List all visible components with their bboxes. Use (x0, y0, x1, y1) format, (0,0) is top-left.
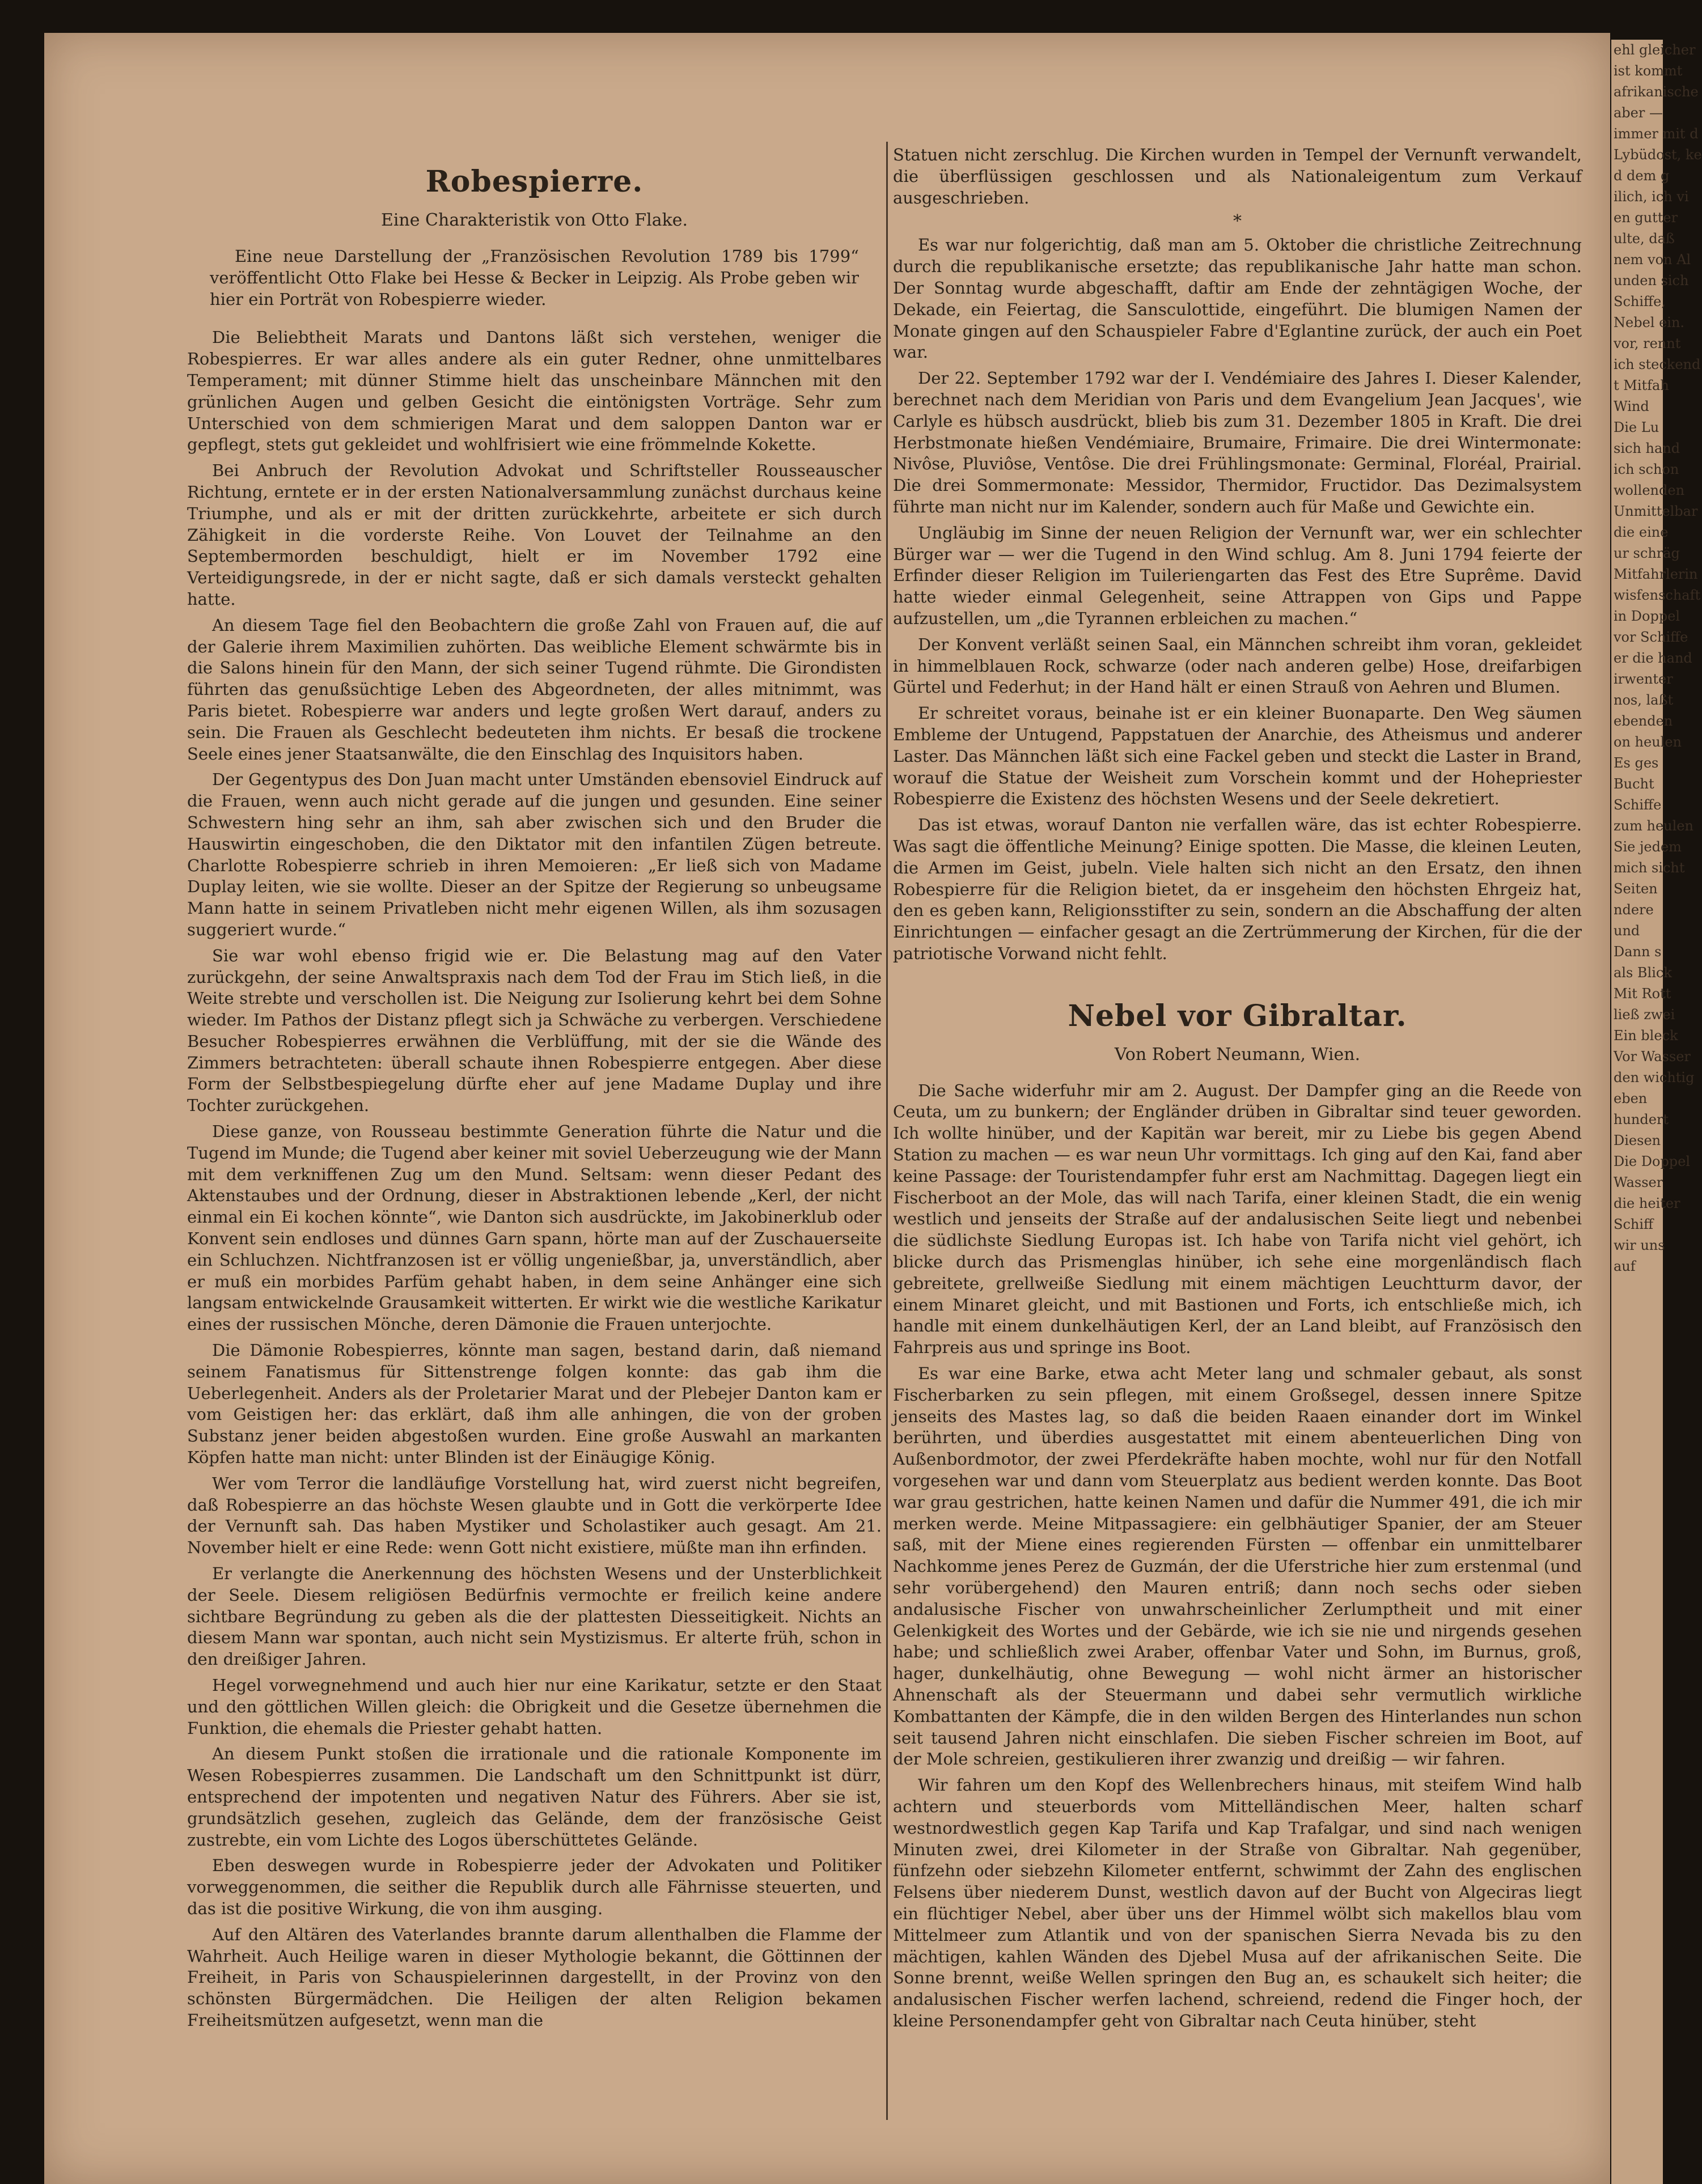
paragraph: An diesem Tage fiel den Beobachtern die große Zahl von Frauen auf, die auf der Galerie ihrem Maximilien zuhörten. Das weibliche Element schwärmte bis in die Salons hinein für den Mann, der sich seiner Tugend rühmte. Die Girondisten führten das genußsüchtige Leben des Abgeordneten, der alles mitnimmt, was Paris bietet. Robespierre war anders und legte großen Wert darauf, anders zu sein. Die Frauen als Geschlecht bedeuteten ihm nichts. Er besaß die trockene Seele eines jener Staatsanwälte, die den Einschlag des Inquisitors haben. (187, 615, 882, 764)
paragraph: Hegel vorwegnehmend und auch hier nur eine Karikatur, setzte er den Staat und den göttlichen Willen gleich: die Obrigkeit und die Gesetze übernehmen die Funktion, die ehemals die Priester gehabt hatten. (187, 1676, 882, 1738)
paragraph: Er schreitet voraus, beinahe ist er ein kleiner Buonaparte. Den Weg säumen Embleme der Untugend, Pappstatuen der Anarchie, des Atheismus und anderer Laster. Das Männchen läßt sich eine Fackel geben und steckt die Laster in Brand, worauf die Statue der Weisheit zum Vorschein kommt und der Hohepriester Robespierre die Existenz des höchsten Wesens und der Seele dekretiert. (893, 703, 1582, 809)
edge-text-fragment: ndere (1614, 902, 1654, 918)
edge-text-fragment: in Doppel (1614, 608, 1680, 624)
intro-paragraph: Eine neue Darstellung der „Französischen Revolution 1789 bis 1799“ veröffentlicht Otto Flake bei Hesse & Becker in Leipzig. Als Probe geben wir hier ein Porträt von Robespierre wieder. (210, 247, 859, 309)
edge-text-fragment: irwenter (1614, 671, 1673, 687)
edge-text-fragment: Seiten (1614, 881, 1658, 897)
article-subtitle: Eine Charakteristik von Otto Flake. (380, 210, 688, 230)
edge-text-fragment: wisfenschaft (1614, 587, 1701, 603)
edge-text-fragment: en gutter (1614, 210, 1678, 226)
article-title-robespierre: Robespierre. (425, 164, 643, 199)
article-title-gibraltar: Nebel vor Gibraltar. (1068, 998, 1407, 1033)
edge-text-fragment: Vor Wasser (1614, 1049, 1691, 1065)
paragraph: Der 22. September 1792 war der I. Vendémiaire des Jahres I. Dieser Kalender, berechnet nach dem Meridian von Paris und dem Evangelium Jean Jacques', wie Carlyle es hübsch ausdrückt, blieb bis zum 31. Dezember 1805 in Kraft. Die drei Herbstmonate hießen Vendémiaire, Brumaire, Frimaire. Die drei Wintermonate: Nivôse, Pluviôse, Ventôse. Die drei Frühlingsmonate: Germinal, Floréal, Prairial. Die drei Sommermonate: Messidor, Thermidor, Fructidor. Das Dezimalsystem führte man nicht nur im Kalender, sondern auch für Maße und Gewichte ein. (893, 368, 1582, 516)
column-rule (886, 142, 888, 2120)
edge-text-fragment: mich sicht (1614, 860, 1685, 876)
edge-text-fragment: Dann s (1614, 944, 1662, 960)
paragraph: Die Beliebtheit Marats und Dantons läßt sich verstehen, weniger die Robespierres. Er war alles andere als ein guter Redner, ohne unmittelbares Temperament; mit dünner Stimme hielt das unscheinbare Männchen mit den grünlichen Augen und gelben Gesicht die eintönigsten Vorträge. Sehr zum Unterschied von dem schmierigen Marat und dem saloppen Danton war er gepflegt, stets gut gekleidet und wohlfrisiert wie eine frömmelnde Kokette. (187, 328, 882, 455)
edge-text-fragment: afrikanische (1614, 84, 1699, 100)
article-byline: Von Robert Neumann, Wien. (1114, 1044, 1361, 1065)
edge-text-fragment: ließ zwei (1614, 1007, 1675, 1023)
edge-text-fragment: Lybüdost, ke (1614, 147, 1702, 163)
edge-text-fragment: die eine (1614, 524, 1669, 540)
edge-text-fragment: er die hand (1614, 650, 1692, 666)
edge-text-fragment: nem von Al (1614, 252, 1691, 268)
adjacent-page-edge (1611, 40, 1702, 2184)
edge-text-fragment: ulte, daß (1614, 231, 1675, 247)
edge-text-fragment: Nebel ein. (1614, 315, 1685, 330)
edge-text-fragment: aber — (1614, 105, 1663, 121)
edge-text-fragment: sich hand (1614, 440, 1680, 456)
paragraph: Bei Anbruch der Revolution Advokat und Schriftsteller Rousseauscher Richtung, erntete er in der ersten Nationalversammlung zunächst durchaus keine Triumphe, und als er mit der dritten zurückkehrte, arbeitete er sich durch Zähigkeit in die vorderste Reihe. Von Louvet der Teilnahme an den Septembermorden beschuldigt, hielt er im November 1792 eine Verteidigungsrede, in der er nicht sagte, daß er sich damals versteckt gehalten hatte. (187, 461, 882, 609)
edge-text-fragment: Bucht (1614, 776, 1654, 792)
paragraph: Er verlangte die Anerkennung des höchsten Wesens und der Unsterblichkeit der Seele. Diesem religiösen Bedürfnis vermochte er freilich keine andere sichtbare Begründung zu geben als die der plattesten Diesseitigkeit. Nichts an diesem Mann war spontan, auch nicht sein Mystizismus. Er alterte früh, schon in den dreißiger Jahren. (187, 1564, 882, 1669)
paragraph: Der Konvent verläßt seinen Saal, ein Männchen schreibt ihm voran, gekleidet in himmelblauen Rock, schwarze (oder nach anderen gelbe) Hose, dreifarbigen Gürtel und Federhut; in der Hand hält er einen Strauß von Aehren und Blumen. (893, 634, 1582, 697)
edge-text-fragment: eben (1614, 1091, 1648, 1106)
section-separator: * (1233, 211, 1242, 232)
article-intro (210, 246, 859, 310)
edge-text-fragment: wollenden (1614, 482, 1685, 498)
edge-text-fragment: Ein bleck (1614, 1028, 1678, 1044)
edge-text-fragment: Unmittelbar (1614, 503, 1698, 519)
edge-text-fragment: ich schon (1614, 461, 1679, 477)
paragraph: Es war nur folgerichtig, daß man am 5. Oktober die christliche Zeitrechnung durch die republikanische ersetzte; das republikanische Jahr hatte man schon. Der Sonntag wurde abgeschafft, daftir am Ende der zehntägigen Woche, der Dekade, ein Feiertag, die Sansculottide, eingeführt. Die blumigen Namen der Monate gingen auf den Schauspieler Fabre d'Eglantine zurück, der auch ein Poet war. (893, 235, 1582, 362)
edge-text-fragment: unden sich (1614, 273, 1689, 289)
left-column (187, 147, 882, 2036)
edge-text-fragment: Sie jedem (1614, 839, 1682, 855)
edge-text-fragment: Schiffe, (1614, 294, 1666, 309)
edge-text-fragment: ehl gleicher (1614, 42, 1696, 58)
paragraph: Auf den Altären des Vaterlandes brannte darum allenthalben die Flamme der Wahrheit. Auch Heilige waren in dieser Mythologie bekannt, die Göttinnen der Freiheit, in Paris von Schauspielerinnen dargestellt, in der Provinz von den schönsten Bürgermädchen. Die Heiligen der alten Religion bekamen Freiheitsmützen aufgesetzt, wenn man die (187, 1924, 882, 2030)
edge-text-fragment: ebenden (1614, 713, 1673, 729)
edge-text-fragment: Schiff (1614, 1216, 1654, 1232)
paragraph: Es war eine Barke, etwa acht Meter lang und schmaler gebaut, als sonst Fischerbarken zu sein pflegen, mit einem Großsegel, dessen innere Spitze jenseits des Mastes lag, so daß die beiden Raaen einander dort im Winkel berührten, und überdies ausgestattet mit einem abenteuerlichen Ding von Außenbordmotor, der zwei Pferdekräfte haben mochte, wohl nur für den Notfall vorgesehen war und dann vom Steuerplatz aus bedient werden konnte. Das Boot war grau gestrichen, hatte keinen Namen und dafür die Nummer 491, die ich mir merken werde. Meine Mitpassagiere: ein gelbhäutiger Spanier, der am Steuer saß, mit der Miene eines regierenden Fürsten — offenbar ein unmittelbarer Nachkomme jenes Perez de Guzmán, der die Uferstriche hier zum erstenmal (und sehr vorübergehend) den Mauren entriß; dann noch sechs oder sieben andalusische Fischer von unwahrscheinlicher Zerlumptheit und mit einer Gelenkigkeit des Wortes und der Gebärde, wie ich sie nie und nirgends gesehen habe; und schließlich zwei Araber, offenbar Vater und Sohn, im Burnus, groß, hager, dunkelhäutig, ohne Bewegung — wohl nicht ärmer an historischer Ahnenschaft als der Steuermann und dabei sehr vermutlich wirkliche Kombattanten der Kämpfe, die in den wilden Bergen des Hinterlandes nun schon seit tausend Jahren nicht einschlafen. Die sieben Fischer schreien im Boot, auf der Mole schreien, gestikulieren ihrer zwanzig und dreißig — wir fahren. (893, 1364, 1582, 1769)
edge-text-fragment: als Blick (1614, 965, 1672, 981)
paragraph: Der Gegentypus des Don Juan macht unter Umständen ebensoviel Eindruck auf die Frauen, wenn auch nicht gerade auf die jungen und gesunden. Eine seiner Schwestern hing sehr an ihm, sah aber zwischen sich und den Bruder die Hauswirtin eingeschoben, die den Diktator mit den infantilen Zügen betreute. Charlotte Robespierre schrieb in ihren Memoieren: „Er ließ sich von Madame Duplay leiten, wie sie wollte. Dieser an der Spitze der Regierung so unbeugsame Mann hatte in seinem Privatleben nicht mehr eigenen Willen, als ihm sozusagen suggeriert wurde.“ (187, 770, 882, 939)
paragraph: Diese ganze, von Rousseau bestimmte Generation führte die Natur und die Tugend im Munde; die Tugend aber keiner mit soviel Ueberzeugung wie der Mann mit dem verkniffenen Zug um den Mund. Seltsam: wenn dieser Pedant des Aktenstaubes und der Ordnung, dieser in Abstraktionen lebende „Kerl, der nicht einmal ein Ei kochen könnte“, wie Danton sich ausdrückte, im Jakobinerklub oder Konvent sein endloses und dünnes Garn spann, hörte man auf der Zuschauerseite ein Schluchzen. Nichtfranzosen ist er völlig ungenießbar, ja, unverständlich, aber er muß ein morbides Parfüm gehabt haben, in dem seine Anhänger eine sich langsam entwickelnde Grausamkeit witterten. Er wirkt wie die westliche Karikatur eines der russischen Mönche, deren Dämonie die Frauen unterjochte. (187, 1122, 882, 1334)
paragraph: Statuen nicht zerschlug. Die Kirchen wurden in Tempel der Vernunft verwandelt, die überflüssigen geschlossen und als Nationaleigentum zum Verkauf ausgeschrieben. (893, 145, 1582, 207)
paragraph: Ungläubig im Sinne der neuen Religion der Vernunft war, wer ein schlechter Bürger war — wer die Tugend in den Wind schlug. Am 8. Juni 1794 feierte der Erfinder dieser Religion im Tuileriengarten das Fest des Etre Suprême. David hatte wieder einmal Gelegenheit, seine Attrappen von Gips und Pappe aufzustellen, um „die Tyrannen erbleichen zu machen.“ (893, 523, 1582, 628)
edge-text-fragment: Es ges (1614, 755, 1659, 771)
edge-text-fragment: d dem g (1614, 168, 1670, 184)
edge-text-fragment: Die Doppel (1614, 1154, 1691, 1169)
paragraph: An diesem Punkt stoßen die irrationale und die rationale Komponente im Wesen Robespierres zusammen. Die Landschaft um den Schnittpunkt ist dürr, entsprechend der impotenten und negativen Natur des Führers. Aber sie ist, grundsätzlich gesehen, zugleich das Gelände, dem der französische Geist zustrebte, ein vom Lichte des Logos überschüttetes Gelände. (187, 1744, 882, 1850)
edge-text-fragment: und (1614, 923, 1640, 939)
edge-text-fragment: ur schräg (1614, 545, 1680, 561)
left-paragraphs (187, 327, 882, 2031)
edge-text-fragment: Wasser (1614, 1174, 1663, 1190)
edge-text-fragment: nos, laßt (1614, 692, 1674, 708)
edge-text-fragment: Mit Rott (1614, 986, 1671, 1002)
edge-text-fragment: Mitfahrlerin (1614, 566, 1698, 582)
edge-text-fragment: die heiter (1614, 1195, 1680, 1211)
edge-text-fragment: t Mitfah (1614, 378, 1669, 393)
paragraph: Das ist etwas, worauf Danton nie verfallen wäre, das ist echter Robespierre. Was sagt die öffentliche Meinung? Einige spotten. Die Masse, die kleinen Leuten, die Armen im Geist, jubeln. Viele halten sich nicht an den Ersatz, den ihnen Robespierre für die Religion bietet, da er insgeheim den höchsten Ehrgeiz hat, den es geben kann, Religionsstifter zu sein, sondern an die Abschaffung der alten Einrichtungen — einfacher gesagt an die Zertrümmerung der Kirchen, für die der patriotische Vorwand nicht fehlt. (893, 815, 1582, 963)
right-column (893, 145, 1582, 2037)
paragraph: Die Sache widerfuhr mir am 2. August. Der Dampfer ging an die Reede von Ceuta, um zu bunkern; der Engländer drüben in Gibraltar sind teuer geworden. Ich wollte hinüber, und der Kapitän war bereit, mir zu Liebe bis gegen Abend Station zu machen — es war neun Uhr vormittags. Ich ging auf den Kai, fand aber keine Passage: der Touristendampfer fuhr erst am Nachmittag. Dagegen liegt ein Fischerboot an der Mole, das will nach Tarifa, einer kleinen Stadt, die ein wenig westlich und jenseits der Straße auf der andalusischen Seite liegt und nebenbei die südlichste Siedlung Europas ist. Ich habe von Tarifa nicht viel gehört, ich blicke durch das Prismenglas hinüber, ich sehe eine morgenländisch flach gebreitete, grellweiße Siedlung mit einem mächtigen Leuchtturm davor, der einem Minaret gleicht, und mit Bastionen und Forts, ich entschließe mich, ich handle mit einem dunkelhäutigen Kerl, der an Land bleibt, auf Französisch den Fahrpreis aus und springe ins Boot. (893, 1080, 1582, 1358)
edge-text-fragment: ich steckend (1614, 357, 1701, 372)
edge-text-fragment: Schiffe (1614, 797, 1662, 813)
paragraph: Sie war wohl ebenso frigid wie er. Die Belastung mag auf den Vater zurückgehn, der seine Anwaltspraxis nach dem Tod der Frau im Stich ließ, in die Weite strebte und verschollen ist. Die Neigung zur Isolierung kehrt bei dem Sohne wieder. Im Pathos der Distanz pflegt sich ja Schwäche zu verbergen. Verschiedene Besucher Robespierres erwähnen die Verblüffung, mit der sie die Wände des Zimmers betrachteten: überall schaute ihnen Robespierre entgegen. Aber diese Form der Selbstbespiegelung dürfte eher auf jene Madame Duplay und ihre Tochter zurückgehen. (187, 945, 882, 1116)
edge-text-fragment: Wind (1614, 398, 1649, 414)
paragraph: Die Dämonie Robespierres, könnte man sagen, bestand darin, daß niemand seinem Fanatismus für Sittenstrenge folgen konnte: das gab ihm die Ueberlegenheit. Anders als der Proletarier Marat und der Plebejer Danton kam er vom Geistigen her: das erklärt, daß ihm alle anhingen, die von der groben Substanz jener beiden abgestoßen wurden. Eine große Auswahl an markanten Köpfen hatte man nicht: unter Blinden ist der Einäugige König. (187, 1341, 882, 1468)
edge-text-fragment: immer mit d (1614, 126, 1699, 142)
edge-text-fragment: wir uns (1614, 1237, 1665, 1253)
edge-text-fragment: ilich, ich vi (1614, 189, 1689, 205)
edge-text-fragment: den wichtig (1614, 1070, 1695, 1085)
edge-text-fragment: zum heulen (1614, 818, 1693, 834)
edge-text-fragment: Diesen (1614, 1133, 1661, 1148)
paragraph: Wir fahren um den Kopf des Wellenbrechers hinaus, mit steifem Wind halb achtern und steuerbords vom Mittelländischen Meer, halten scharf westnordwestlich gegen Kap Tarifa und Kap Trafalgar, und sind nach wenigen Minuten zwei, drei Kilometer in der Straße von Gibraltar. Nah gegenüber, fünfzehn oder siebzehn Kilometer entfernt, schwimmt der Zahn des englischen Felsens über niederem Dunst, westlich davon auf der Bucht von Algeciras liegt ein flüchtiger Nebel, aber über uns der Himmel wölbt sich makellos blau vom Mittelmeer zum Atlantik und von der spanischen Sierra Nevada bis zu den mächtigen, kahlen Wänden des Djebel Musa auf der afrikanischen Seite. Die Sonne brennt, weiße Wellen springen den Bug an, es schaukelt sich heiter; die andalusischen Fischer werfen lachend, schreiend, redend die Finger hoch, der kleine Personendampfer geht von Gibraltar nach Ceuta hinüber, steht (893, 1775, 1582, 2030)
paragraph: Wer vom Terror die landläufige Vorstellung hat, wird zuerst nicht begreifen, daß Robespierre an das höchste Wesen glaubte und in Gott die verkörperte Idee der Vernunft sah. Das haben Mystiker und Scholastiker auch gesagt. Am 21. November hielt er eine Rede: wenn Gott nicht existiere, müßte man ihn erfinden. (187, 1473, 882, 1558)
edge-text-fragment: Die Lu (1614, 419, 1659, 435)
edge-text-fragment: auf (1614, 1258, 1636, 1274)
edge-text-fragment: ist kommt (1614, 63, 1683, 79)
edge-text-fragment: vor Schiffe (1614, 629, 1688, 645)
edge-text-fragment: on heulen (1614, 734, 1682, 750)
paragraph: Eben deswegen wurde in Robespierre jeder der Advokaten und Politiker vorweggenommen, die seither die Republik durch alle Fährnisse steuerten, und das ist die positive Wirkung, die von ihm ausging. (187, 1856, 882, 1918)
edge-text-fragment: vor, rennt (1614, 336, 1681, 351)
edge-text-fragment: hundert (1614, 1112, 1669, 1127)
